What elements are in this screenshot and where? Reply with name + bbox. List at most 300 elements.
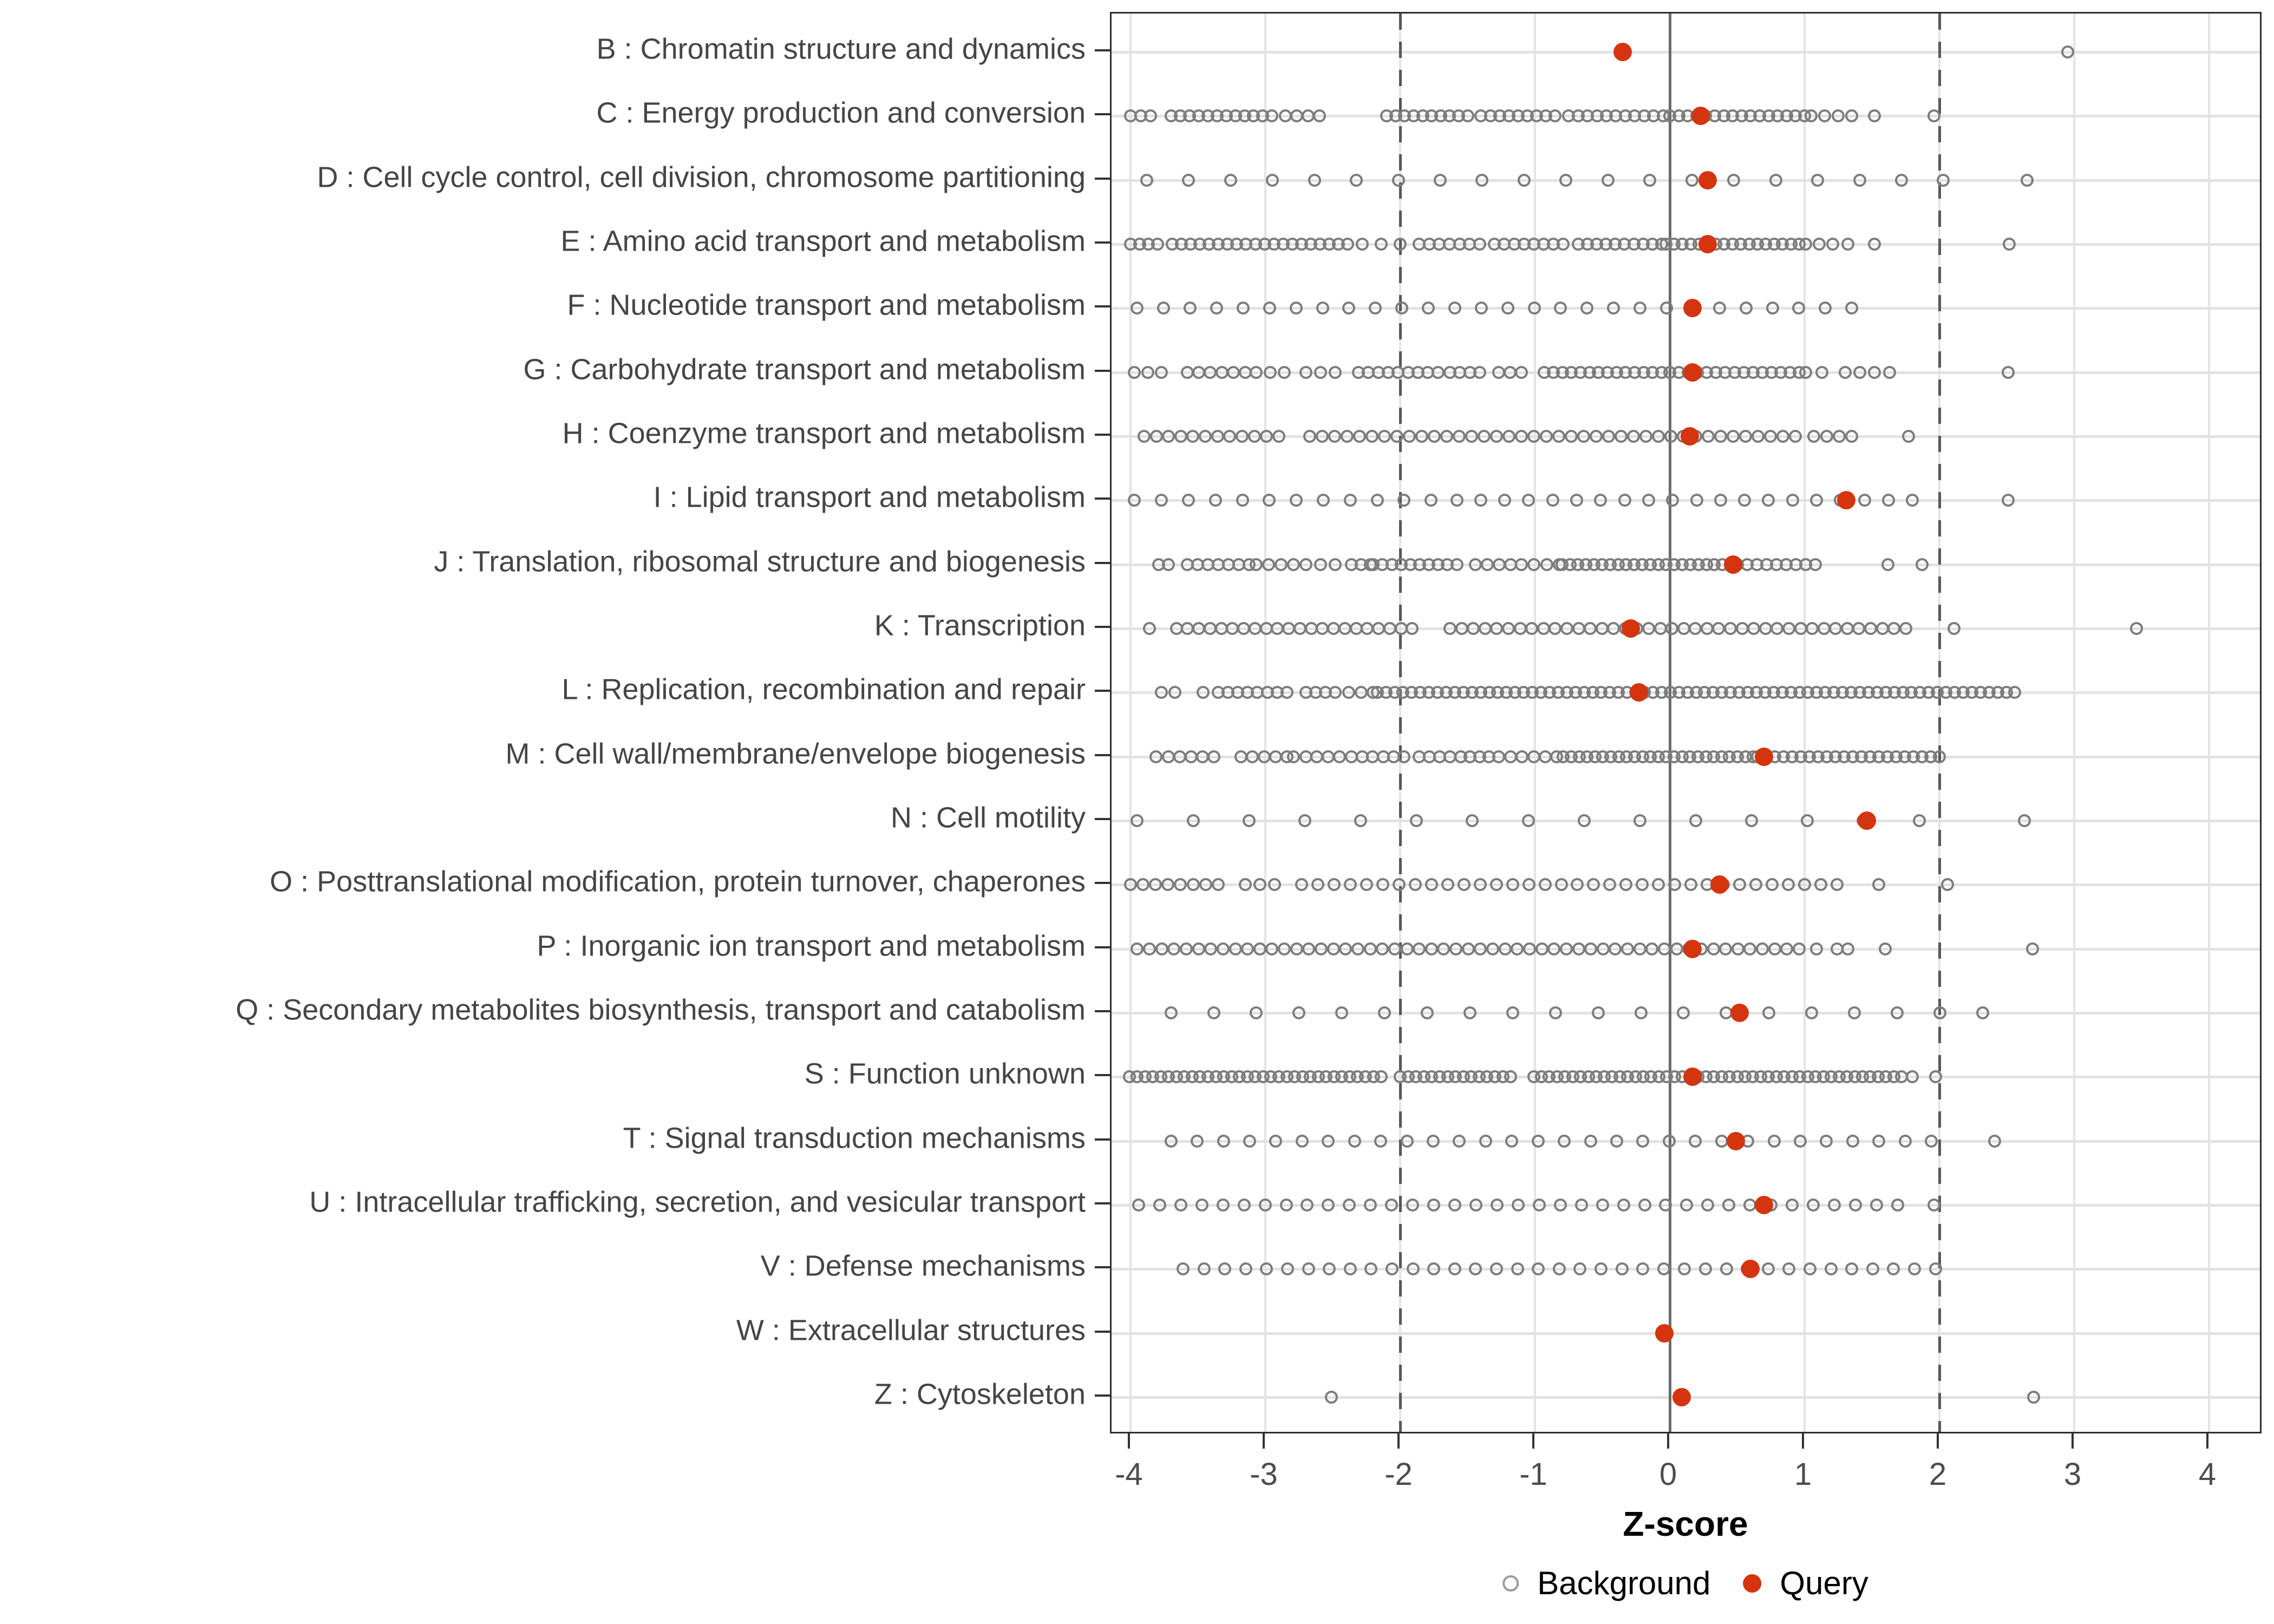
background-point <box>1540 430 1553 443</box>
background-point <box>1143 622 1156 635</box>
background-point <box>1769 174 1782 187</box>
legend <box>1502 1564 1868 1602</box>
background-point <box>1552 430 1565 443</box>
y-tick-mark <box>1095 370 1110 372</box>
background-point <box>1776 430 1789 443</box>
background-point <box>1515 558 1528 571</box>
category-label: E : Amino acid transport and metabolism <box>560 225 1086 258</box>
background-point <box>1344 1262 1357 1275</box>
background-point <box>1633 302 1646 315</box>
background-point <box>1594 494 1607 507</box>
background-point <box>1364 942 1377 955</box>
x-tick-label: -2 <box>1384 1457 1413 1492</box>
background-point <box>2018 814 2031 827</box>
background-point <box>1409 878 1422 891</box>
x-tick-mark <box>2072 1433 2074 1449</box>
background-point <box>1239 878 1252 891</box>
background-point <box>1501 302 1514 315</box>
background-point <box>1820 1135 1833 1148</box>
background-point <box>1376 878 1389 891</box>
background-point <box>1492 750 1505 763</box>
category-label: N : Cell motility <box>890 801 1086 834</box>
background-point <box>2002 494 2015 507</box>
background-point <box>1199 878 1212 891</box>
background-point <box>1846 1135 1859 1148</box>
background-point <box>1707 942 1720 955</box>
background-point <box>1290 942 1303 955</box>
background-point <box>1461 109 1474 122</box>
x-tick-label: 4 <box>2198 1457 2217 1492</box>
background-point <box>1558 1135 1571 1148</box>
background-point <box>1658 942 1671 955</box>
background-point <box>1618 494 1631 507</box>
background-point <box>1825 1262 1838 1275</box>
background-point <box>1311 878 1324 891</box>
background-point <box>1295 878 1308 891</box>
background-point <box>1502 430 1515 443</box>
background-point <box>1937 174 1950 187</box>
background-point <box>1195 1199 1208 1212</box>
background-point <box>1322 1199 1335 1212</box>
background-point <box>1798 878 1811 891</box>
background-point <box>1493 558 1506 571</box>
query-point <box>1622 619 1640 638</box>
background-point <box>1685 174 1698 187</box>
background-point <box>1335 1006 1348 1019</box>
background-point <box>1303 430 1316 443</box>
y-tick-mark <box>1095 690 1110 692</box>
x-tick-label: 3 <box>2063 1457 2082 1492</box>
y-tick-mark <box>1095 626 1110 628</box>
background-point <box>1475 174 1488 187</box>
background-point <box>1364 1199 1377 1212</box>
background-point <box>1269 1135 1282 1148</box>
background-point <box>1223 430 1236 443</box>
background-point <box>1833 430 1846 443</box>
background-point <box>1607 302 1620 315</box>
background-point <box>1264 366 1277 379</box>
background-point <box>1879 942 1892 955</box>
background-point <box>1584 1135 1597 1148</box>
background-point <box>1138 430 1151 443</box>
y-tick-mark <box>1095 113 1110 115</box>
background-point <box>1248 430 1261 443</box>
background-point <box>1841 238 1854 251</box>
background-point <box>1378 430 1391 443</box>
background-point <box>1327 942 1340 955</box>
background-point <box>1388 942 1401 955</box>
background-point <box>1329 558 1342 571</box>
background-point <box>1805 1006 1818 1019</box>
background-point <box>1378 1006 1391 1019</box>
background-point <box>1209 494 1222 507</box>
background-point <box>1250 366 1263 379</box>
background-point <box>1344 878 1357 891</box>
background-point <box>1739 430 1752 443</box>
background-point <box>1642 494 1655 507</box>
background-point <box>1948 622 1961 635</box>
y-tick-mark <box>1095 1010 1110 1012</box>
background-point <box>1217 1135 1230 1148</box>
background-point <box>1150 430 1163 443</box>
background-point <box>1506 1006 1519 1019</box>
zero-reference-line <box>1669 14 1671 1432</box>
background-point <box>1392 174 1405 187</box>
background-point <box>1610 1135 1623 1148</box>
background-point <box>1635 1006 1648 1019</box>
background-point <box>1639 430 1652 443</box>
background-point <box>1167 942 1180 955</box>
background-point <box>1155 686 1168 699</box>
background-point <box>1532 1135 1545 1148</box>
background-point <box>2027 1391 2040 1404</box>
background-point <box>1528 302 1541 315</box>
background-point <box>1410 814 1423 827</box>
background-point <box>1633 942 1646 955</box>
x-tick-label: 0 <box>1659 1457 1677 1492</box>
background-point <box>1265 942 1278 955</box>
background-point <box>1573 1262 1586 1275</box>
background-point <box>1192 366 1205 379</box>
background-point <box>1793 942 1806 955</box>
background-point <box>1906 494 1919 507</box>
background-point <box>1317 494 1330 507</box>
background-point <box>1443 622 1456 635</box>
open-circle-icon <box>1502 1575 1519 1592</box>
background-point <box>1627 430 1640 443</box>
category-label: V : Defense mechanisms <box>760 1249 1086 1282</box>
x-tick-label: -3 <box>1250 1457 1278 1492</box>
background-point <box>1316 302 1329 315</box>
background-point <box>1902 430 1915 443</box>
background-point <box>1689 814 1702 827</box>
background-point <box>1199 430 1212 443</box>
background-point <box>1302 1262 1315 1275</box>
background-point <box>1786 1199 1799 1212</box>
background-point <box>1162 558 1175 571</box>
background-point <box>1713 302 1726 315</box>
background-point <box>1371 494 1384 507</box>
background-point <box>1864 622 1877 635</box>
query-point <box>1655 1324 1674 1343</box>
background-point <box>1868 238 1881 251</box>
background-point <box>1666 494 1679 507</box>
background-point <box>1768 942 1781 955</box>
x-tick-mark <box>1802 1433 1804 1449</box>
x-tick-mark <box>1263 1433 1265 1449</box>
background-point <box>1638 1199 1651 1212</box>
background-point <box>1204 366 1217 379</box>
x-tick-mark <box>1937 1433 1939 1449</box>
background-point <box>1328 878 1341 891</box>
background-point <box>1375 238 1388 251</box>
background-point <box>1899 622 1912 635</box>
background-point <box>1204 942 1217 955</box>
background-point <box>1350 174 1363 187</box>
background-point <box>1407 1262 1420 1275</box>
background-point <box>1736 622 1749 635</box>
background-point <box>1603 878 1616 891</box>
background-point <box>1243 814 1256 827</box>
background-point <box>1250 1006 1263 1019</box>
background-point <box>1592 1006 1605 1019</box>
background-point <box>1976 1006 1989 1019</box>
background-point <box>1659 1199 1672 1212</box>
background-point <box>1351 942 1364 955</box>
grid-line-horizontal <box>1112 51 2260 54</box>
category-label: D : Cell cycle control, cell division, chromosome partitioning <box>317 161 1086 194</box>
query-point <box>1724 555 1742 574</box>
background-point <box>1342 686 1355 699</box>
background-point <box>1354 814 1367 827</box>
background-point <box>1916 558 1929 571</box>
background-point <box>1590 430 1603 443</box>
background-point <box>1369 302 1382 315</box>
background-point <box>1313 109 1326 122</box>
query-point <box>1683 363 1702 382</box>
background-point <box>1929 1070 1942 1083</box>
background-point <box>1654 622 1667 635</box>
background-point <box>1839 366 1852 379</box>
background-point <box>1401 1135 1414 1148</box>
background-point <box>1933 750 1946 763</box>
background-point <box>1481 558 1494 571</box>
category-label: B : Chromatin structure and dynamics <box>596 32 1086 66</box>
background-point <box>1643 174 1656 187</box>
background-point <box>1314 366 1327 379</box>
background-point <box>1353 430 1366 443</box>
background-point <box>1512 1199 1525 1212</box>
background-point <box>1390 430 1403 443</box>
background-point <box>1689 1135 1702 1148</box>
background-point <box>1782 1262 1795 1275</box>
background-point <box>1315 942 1328 955</box>
query-point <box>1683 299 1702 317</box>
background-point <box>1469 558 1482 571</box>
background-point <box>1250 558 1263 571</box>
background-point <box>1360 878 1373 891</box>
filled-circle-icon <box>1743 1574 1761 1593</box>
background-point <box>1868 366 1881 379</box>
background-point <box>1490 430 1503 443</box>
background-point <box>1186 430 1199 443</box>
grid-line-vertical <box>2208 14 2210 1432</box>
background-point <box>1828 1199 1841 1212</box>
background-point <box>1144 109 1157 122</box>
background-point <box>1143 942 1156 955</box>
background-point <box>1762 1006 1775 1019</box>
background-point <box>1883 366 1896 379</box>
background-point <box>1887 1262 1900 1275</box>
background-point <box>1192 942 1205 955</box>
background-point <box>1401 942 1414 955</box>
background-point <box>1227 366 1240 379</box>
x-tick-label: -4 <box>1115 1457 1143 1492</box>
background-point <box>1722 1199 1735 1212</box>
dashed-reference-line <box>1399 14 1402 1432</box>
x-tick-mark <box>1532 1433 1534 1449</box>
background-point <box>1548 109 1561 122</box>
background-point <box>1814 878 1827 891</box>
background-point <box>1339 942 1352 955</box>
background-point <box>1182 174 1195 187</box>
background-point <box>1621 942 1634 955</box>
y-tick-mark <box>1095 305 1110 307</box>
background-point <box>1329 686 1342 699</box>
background-point <box>1633 814 1646 827</box>
category-label: K : Transcription <box>874 609 1086 642</box>
background-point <box>1820 430 1833 443</box>
category-label: I : Lipid transport and metabolism <box>653 481 1086 514</box>
background-point <box>1636 1262 1649 1275</box>
background-point <box>1615 430 1628 443</box>
background-point <box>1174 430 1187 443</box>
background-point <box>1809 558 1822 571</box>
background-point <box>1174 878 1187 891</box>
background-point <box>2002 366 2015 379</box>
y-tick-mark <box>1095 241 1110 244</box>
legend-item-query <box>1743 1564 1868 1602</box>
grid-line-horizontal <box>1112 1332 2260 1335</box>
category-label: W : Extracellular structures <box>736 1314 1086 1347</box>
background-point <box>1165 1006 1178 1019</box>
background-point <box>1504 1070 1517 1083</box>
background-point <box>1505 1135 1518 1148</box>
background-point <box>1678 1262 1691 1275</box>
background-point <box>1815 366 1828 379</box>
background-point <box>1239 1262 1252 1275</box>
background-point <box>1187 814 1200 827</box>
background-point <box>1374 1135 1387 1148</box>
background-point <box>1571 878 1584 891</box>
background-point <box>1132 1199 1145 1212</box>
background-point <box>1522 878 1535 891</box>
background-point <box>1701 1199 1714 1212</box>
background-point <box>1762 494 1775 507</box>
background-point <box>1794 1135 1807 1148</box>
background-point <box>1473 238 1486 251</box>
background-point <box>1441 878 1454 891</box>
background-point <box>1727 174 1740 187</box>
background-point <box>1281 1262 1294 1275</box>
query-point <box>1858 811 1876 830</box>
background-point <box>1891 1199 1904 1212</box>
background-point <box>1466 814 1479 827</box>
background-point <box>1422 302 1435 315</box>
background-point <box>1434 174 1447 187</box>
background-point <box>1140 174 1153 187</box>
background-point <box>1677 1006 1690 1019</box>
dashed-reference-line <box>1938 14 1941 1432</box>
background-point <box>1415 430 1428 443</box>
background-point <box>1323 1262 1336 1275</box>
plot-panel <box>1110 12 2262 1433</box>
background-point <box>1168 686 1181 699</box>
background-point <box>1393 878 1406 891</box>
background-point <box>1607 622 1620 635</box>
background-point <box>1818 622 1831 635</box>
background-point <box>1560 942 1573 955</box>
background-point <box>1280 1199 1293 1212</box>
background-point <box>1577 430 1590 443</box>
background-point <box>1807 1199 1820 1212</box>
background-point <box>1584 622 1597 635</box>
background-point <box>1514 622 1527 635</box>
background-point <box>1714 494 1727 507</box>
background-point <box>1216 366 1229 379</box>
legend-label-background: Background <box>1537 1565 1711 1601</box>
background-point <box>1395 302 1408 315</box>
background-point <box>1403 430 1416 443</box>
background-point <box>1782 878 1795 891</box>
background-point <box>1465 430 1478 443</box>
background-point <box>1448 1262 1461 1275</box>
background-point <box>1174 1199 1187 1212</box>
background-point <box>1554 1199 1567 1212</box>
background-point <box>1853 174 1866 187</box>
background-point <box>1988 1135 2001 1148</box>
background-point <box>1498 494 1511 507</box>
background-point <box>1663 1135 1676 1148</box>
background-point <box>1424 494 1437 507</box>
background-point <box>1187 878 1200 891</box>
background-point <box>1490 1262 1503 1275</box>
background-point <box>1474 942 1487 955</box>
background-point <box>1432 366 1445 379</box>
background-point <box>1557 238 1570 251</box>
y-tick-mark <box>1095 1074 1110 1076</box>
background-point <box>1479 1135 1492 1148</box>
background-point <box>1522 494 1535 507</box>
category-label: O : Posttranslational modification, protein turnover, chaperones <box>270 865 1086 898</box>
background-point <box>1236 494 1249 507</box>
background-point <box>1207 750 1220 763</box>
background-point <box>1645 942 1658 955</box>
background-point <box>1872 1135 1885 1148</box>
background-point <box>1141 366 1154 379</box>
background-point <box>1548 622 1561 635</box>
background-point <box>1668 878 1681 891</box>
background-point <box>1813 238 1826 251</box>
grid-line-vertical <box>1803 14 1806 1432</box>
background-point <box>1364 1262 1377 1275</box>
background-point <box>1532 1262 1545 1275</box>
background-point <box>1149 750 1162 763</box>
background-point <box>1290 302 1303 315</box>
background-point <box>1182 494 1195 507</box>
background-point <box>1316 430 1329 443</box>
background-point <box>1533 1199 1546 1212</box>
background-point <box>1197 686 1210 699</box>
background-point <box>1449 942 1462 955</box>
background-point <box>1177 1262 1190 1275</box>
grid-line-horizontal <box>1112 499 2260 502</box>
background-point <box>1455 622 1468 635</box>
background-point <box>1553 1262 1566 1275</box>
background-point <box>1580 302 1593 315</box>
background-point <box>1253 878 1266 891</box>
y-tick-mark <box>1095 178 1110 180</box>
background-point <box>1287 750 1300 763</box>
background-point <box>1887 622 1900 635</box>
background-point <box>1733 878 1746 891</box>
query-point <box>1741 1260 1760 1278</box>
background-point <box>1260 1262 1273 1275</box>
background-point <box>1241 942 1254 955</box>
background-point <box>1845 1262 1858 1275</box>
background-point <box>1224 174 1237 187</box>
background-point <box>1502 622 1515 635</box>
